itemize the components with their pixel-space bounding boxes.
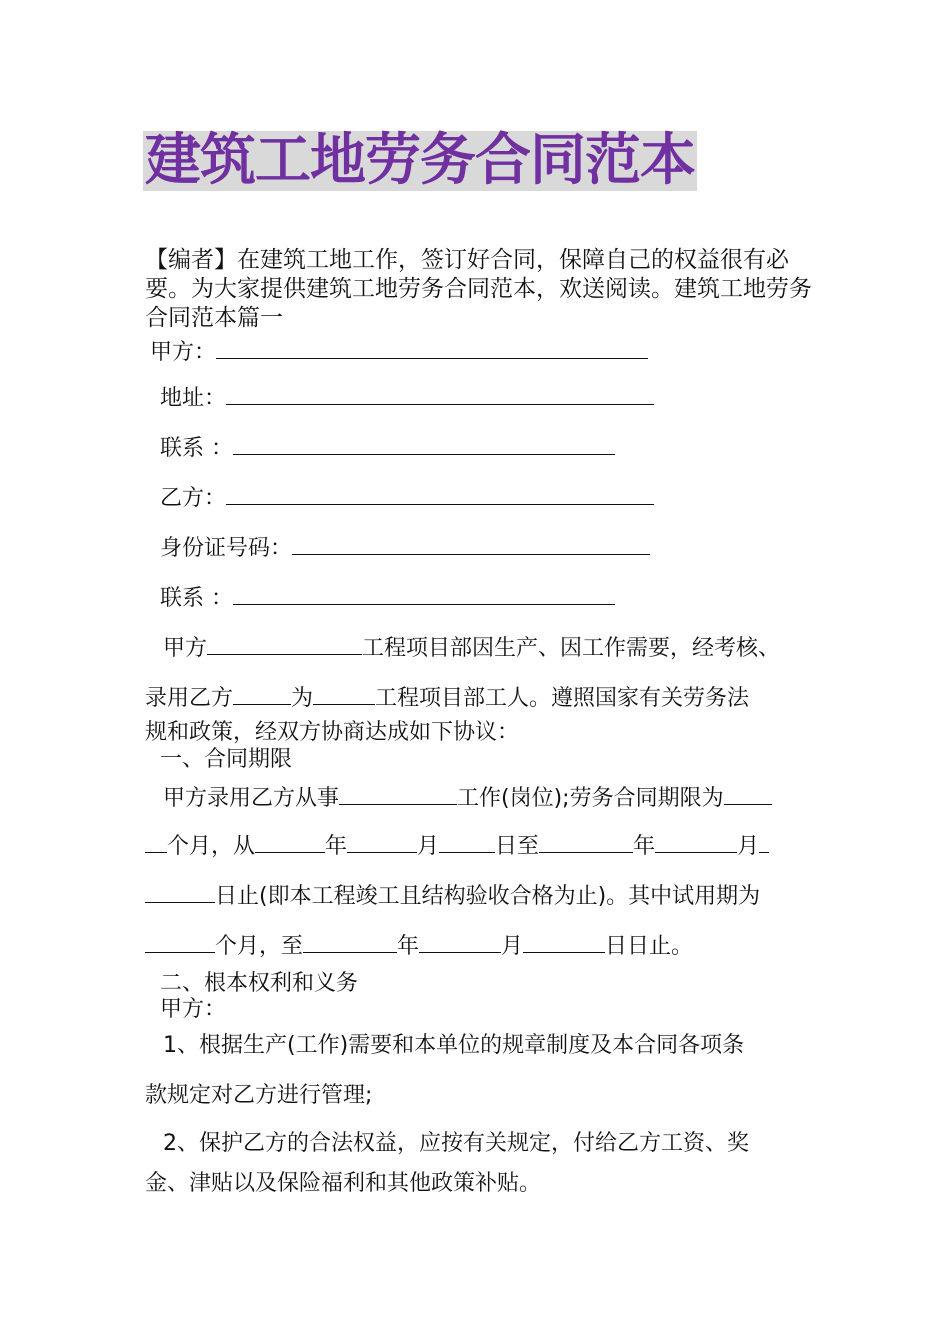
id-number-label: 身份证号码：	[160, 536, 293, 561]
preamble-text: 甲方	[163, 636, 208, 661]
months-blank	[724, 784, 772, 805]
preamble-text: 录用乙方	[145, 686, 234, 711]
term-text: 日止(即本工程竣工且结构验收合格为止)。其中试用期为	[215, 884, 761, 909]
address-field	[160, 384, 654, 413]
section2-heading: 二、根本权利和义务	[160, 971, 359, 996]
party-a-label: 甲方：	[150, 340, 217, 365]
start-day-blank	[439, 832, 495, 853]
term-text: 工作(岗位);劳务合同期限为	[457, 786, 724, 811]
document-title-text: 建筑工地劳务合同范本	[145, 128, 695, 193]
term-text: 个月，至	[215, 934, 304, 959]
section1-line-4	[145, 932, 693, 961]
end-day-blank	[759, 832, 769, 853]
project-name-blank	[313, 684, 375, 705]
section1-line-2	[145, 832, 769, 861]
intro-paragraph: 【编者】在建筑工地工作，签订好合同，保障自己的权益很有必要。为大家提供建筑工地劳务合同范本，欢送阅读。建筑工地劳务合同范本篇一	[145, 247, 812, 331]
probation-day-blank	[523, 932, 605, 953]
end-year-blank	[539, 832, 633, 853]
section2-sub: 甲方：	[160, 997, 227, 1022]
address-label: 地址：	[160, 386, 227, 411]
section1-line-3	[145, 882, 760, 911]
end-day-blank-cont	[145, 882, 215, 903]
section2-item2-line2: 金、津贴以及保险福利和其他政策补贴。	[145, 1171, 542, 1196]
party-a-blank	[216, 338, 648, 359]
contact-a-label: 联系 ：	[160, 436, 233, 461]
party-b-name-blank	[233, 684, 291, 705]
contact-b-label: 联系 ：	[160, 586, 233, 611]
term-text: 月	[737, 834, 760, 859]
section1-heading: 一、合同期限	[160, 747, 293, 772]
term-text: 年	[325, 834, 348, 859]
contact-a-blank	[233, 434, 615, 455]
section1-line-1	[163, 784, 772, 813]
id-number-field	[160, 534, 650, 563]
preamble-line-2	[145, 684, 749, 713]
section2-item1-line2: 款规定对乙方进行管理;	[145, 1083, 373, 1108]
term-text: 月	[501, 934, 524, 959]
preamble-text: 工程项目部因生产、因工作需要，经考核、	[362, 636, 781, 661]
party-b-label: 乙方：	[160, 486, 227, 511]
contact-b-blank	[233, 584, 615, 605]
start-month-blank	[347, 832, 417, 853]
preamble-text: 工程项目部工人。遵照国家有关劳务法	[375, 686, 750, 711]
project-blank	[207, 634, 362, 655]
party-a-field	[150, 338, 648, 367]
term-text: 年	[633, 834, 656, 859]
contact-a-field	[160, 434, 615, 463]
term-text: 个月，从	[167, 834, 256, 859]
party-b-blank	[226, 484, 654, 505]
address-blank	[226, 384, 654, 405]
term-text: 日至	[495, 834, 540, 859]
probation-month-blank	[419, 932, 501, 953]
term-text: 甲方录用乙方从事	[163, 786, 340, 811]
probation-months-blank	[145, 932, 215, 953]
document-title	[143, 128, 697, 193]
section2-item1-line1: 1、根据生产(工作)需要和本单位的规章制度及本合同各项条	[163, 1033, 745, 1058]
preamble-line-3: 规和政策，经双方协商达成如下协议：	[145, 720, 520, 745]
months-blank-cont	[145, 832, 167, 853]
preamble-line-1	[163, 634, 780, 663]
party-b-field	[160, 484, 654, 513]
probation-year-blank	[303, 932, 397, 953]
start-year-blank	[255, 832, 325, 853]
id-number-blank	[292, 534, 650, 555]
term-text: 日日止。	[605, 934, 694, 959]
end-month-blank	[655, 832, 737, 853]
job-blank	[339, 784, 457, 805]
term-text: 年	[397, 934, 420, 959]
term-text: 月	[417, 834, 440, 859]
section2-item2-line1: 2、保护乙方的合法权益，应按有关规定，付给乙方工资、奖	[163, 1131, 749, 1156]
contact-b-field	[160, 584, 615, 613]
preamble-text: 为	[291, 686, 314, 711]
